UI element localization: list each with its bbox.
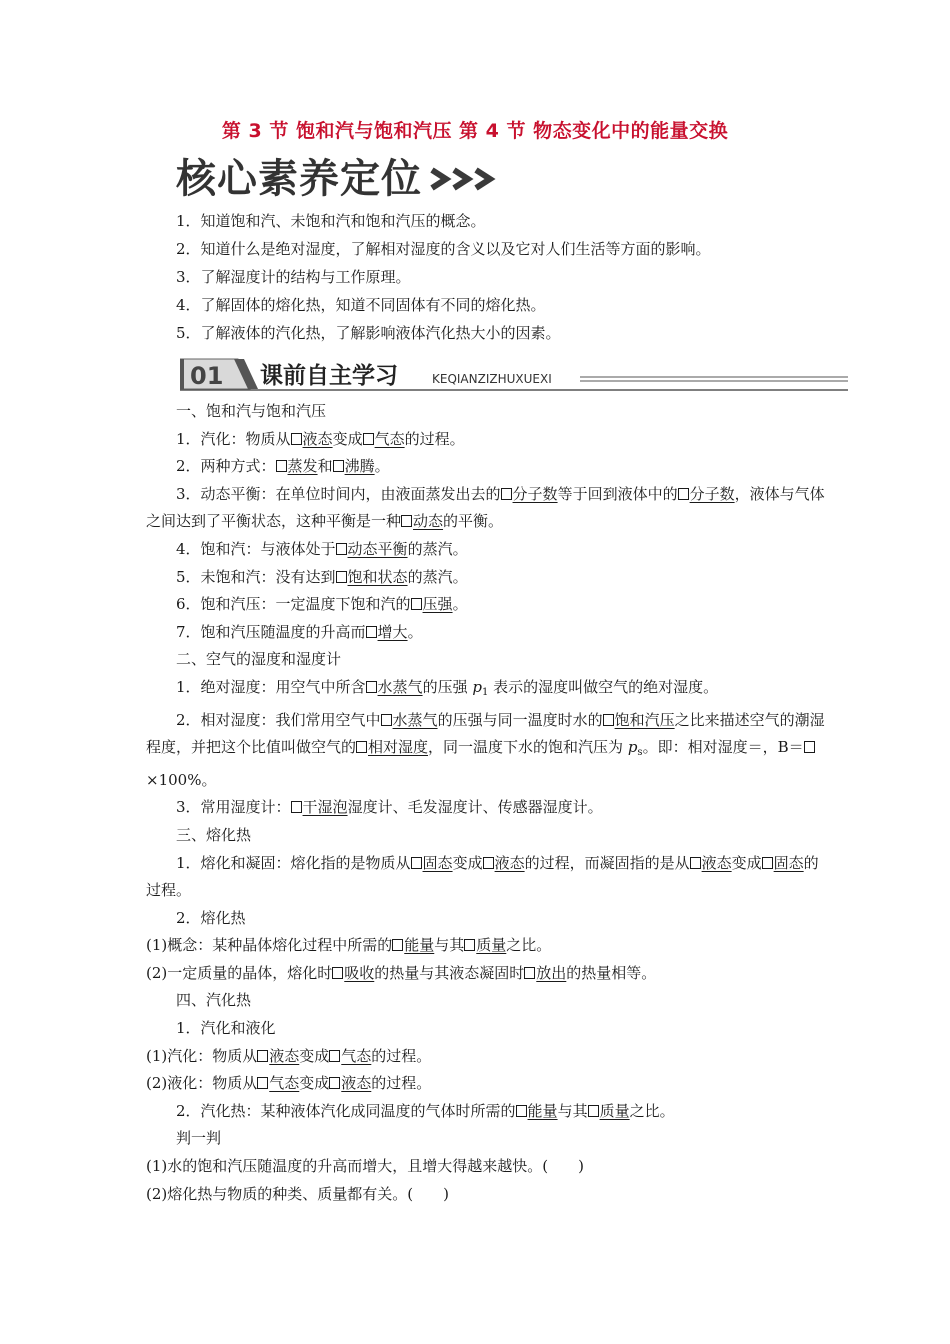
text-run: 2．两种方式： [176,457,276,476]
answer-text: 动态平衡 [347,539,408,558]
paragraph [146,674,826,707]
blank-box-icon [516,1105,527,1117]
blank-box-icon [678,488,689,500]
paragraph [146,850,826,905]
blank-box-icon [329,1050,340,1062]
blank-box-icon [381,714,392,726]
answer-text: 气态 [341,1046,372,1065]
text-run: 2．相对湿度：我们常用空气中 [176,710,381,729]
text-run: 湿度计、毛发湿度计、传感器湿度计。 [347,798,603,817]
text-run: 的蒸汽。 [407,567,468,586]
text-run: 的平衡。 [443,512,504,531]
text-run: 4．饱和汽：与液体处于 [176,539,336,558]
paragraph [146,794,826,822]
goal-item: 5．了解液体的汽化热，了解影响液体汽化热大小的因素。 [176,324,561,342]
blank-box-icon [276,460,287,472]
blank-box-icon [392,939,403,951]
text-run: 之比。 [506,936,552,955]
text-run: 的过程。 [146,853,819,900]
goal-item: 1．知道饱和汽、未饱和汽和饱和汽压的概念。 [176,212,486,230]
text-run: 之比。 [629,1101,675,1120]
paragraph [146,564,826,592]
blank-box-icon [464,939,475,951]
blank-box-icon [291,433,302,445]
text-run: 的过程，而凝固指的是从 [524,853,690,872]
answer-text: 增大 [377,622,408,641]
text-run: 与其 [557,1101,588,1120]
text-run: 变成 [731,853,762,872]
blank-box-icon [501,488,512,500]
text-run: 1．绝对湿度：用空气中所含 [176,677,366,696]
text-run: 变成 [299,1074,330,1093]
text-run: 。 [374,457,390,476]
blank-box-icon [257,1077,268,1089]
section-heading: 一、饱和汽与饱和汽压 [176,402,327,420]
answer-text: 液态 [341,1074,372,1093]
text-run: 5．未饱和汽：没有达到 [176,567,336,586]
answer-text: 动态 [413,512,444,531]
text-run: 的压强 [422,677,473,696]
text-run: 变成 [332,429,363,448]
answer-text: 液态 [269,1046,300,1065]
blank-box-icon [401,515,412,527]
blank-box-icon [333,460,344,472]
answer-text: 分子数 [512,484,558,503]
text-run: 之比来描述空气的潮湿程度，并把这个比值叫做空气的 [146,710,825,757]
goal-item: 2．知道什么是绝对湿度，了解相对湿度的含义以及它对人们生活等方面的影响。 [176,240,711,258]
text-run: 的过程。 [404,429,465,448]
text-run: 。 [452,595,468,614]
answer-text: 分子数 [689,484,735,503]
section-title: 课前自主学习 [260,363,398,389]
text-run: 6．饱和汽压：一定温度下饱和汽的 [176,595,411,614]
answer-text: 能量 [404,936,435,955]
blank-box-icon [257,1050,268,1062]
text-run: 。 [407,622,423,641]
goal-item: 4．了解固体的熔化热，知道不同固体有不同的熔化热。 [176,296,546,314]
answer-text: 饱和状态 [347,567,408,586]
text-run: 7．饱和汽压随温度的升高而 [176,622,366,641]
text-run: 。即：相对湿度＝，B＝ [642,738,804,757]
paragraph [146,1098,826,1126]
blank-box-icon [366,681,377,693]
judge-question: (2)熔化热与物质的种类、质量都有关。( ) [146,1184,449,1203]
paragraph [146,536,826,564]
answer-text: 气态 [374,429,405,448]
answer-text: 干湿泡 [302,798,348,817]
blank-box-icon [804,741,815,753]
text-run: ，同一温度下水的饱和汽压为 [428,738,628,757]
text-run: 和 [317,457,333,476]
paragraph [146,1043,826,1071]
judge-heading: 判一判 [176,1129,222,1148]
blank-box-icon [336,543,347,555]
blank-box-icon [329,1077,340,1089]
text-run: 的压强与同一温度时水的 [437,710,603,729]
paragraph [146,619,826,647]
blank-box-icon [762,857,773,869]
text-run: (1)概念：某种晶体熔化过程中所需的 [146,936,393,955]
answer-text: 质量 [476,936,507,955]
answer-text: 吸收 [344,963,375,982]
section-pinyin: KEQIANZIZHUXUEXI [432,372,552,386]
blank-box-icon [363,433,374,445]
answer-text: 气态 [269,1074,300,1093]
text-run: p [472,677,482,696]
answer-text: 蒸发 [287,457,318,476]
blank-box-icon [356,741,367,753]
answer-text: 相对湿度 [368,738,429,757]
blank-box-icon [603,714,614,726]
paragraph [146,591,826,619]
text-run: ×100%。 [146,770,217,789]
core-literacy-heading [176,154,500,204]
triple-chevron-icon [428,164,500,194]
blank-box-icon [483,857,494,869]
text-run: 的热量相等。 [566,963,657,982]
answer-text: 放出 [536,963,567,982]
text-run: 的过程。 [371,1046,432,1065]
core-literacy-heading-text: 核心素养定位 [176,156,422,202]
answer-text: 能量 [527,1101,558,1120]
text-run: (1)汽化：物质从 [146,1046,258,1065]
blank-box-icon [332,967,343,979]
judge-question: (1)水的饱和汽压随温度的升高而增大，且增大得越来越快。( ) [146,1157,584,1176]
text-run: 2．汽化热：某种液体汽化成同温度的气体时所需的 [176,1101,516,1120]
text-run: 的热量与其液态凝固时 [374,963,525,982]
answer-text: 液态 [302,429,333,448]
answer-text: 固态 [422,853,453,872]
text-run: 的过程。 [371,1074,432,1093]
text-run: ，液体与气体之间达到了平衡状态，这种平衡是一种 [146,484,825,531]
answer-text: 饱和汽压 [614,710,675,729]
text-run: 等于回到液体中的 [557,484,678,503]
text-run: 变成 [299,1046,330,1065]
blank-box-icon [291,801,302,813]
learning-goals-list [176,207,711,347]
paragraph [146,481,826,536]
text-run: s [637,747,643,759]
section-number: 01 [190,362,224,390]
blank-box-icon [588,1105,599,1117]
answer-text: 液态 [494,853,525,872]
blank-box-icon [524,967,535,979]
answer-text: 固态 [773,853,804,872]
answer-text: 液态 [701,853,732,872]
blank-box-icon [366,626,377,638]
paragraph [146,1070,826,1098]
paragraph [146,932,826,960]
text-run: (2)液化：物质从 [146,1074,258,1093]
answer-text: 沸腾 [344,457,375,476]
blank-box-icon [411,598,422,610]
blank-box-icon [336,571,347,583]
text-run: 表示的湿度叫做空气的绝对湿度。 [488,677,719,696]
text-run: (2)一定质量的晶体，熔化时 [146,963,333,982]
lesson-content [146,398,826,1208]
blank-box-icon [690,857,701,869]
section-heading: 二、空气的湿度和湿度计 [176,650,342,669]
paragraph [146,960,826,988]
section-banner [180,353,848,393]
answer-text: 水蒸气 [392,710,438,729]
answer-text: 压强 [422,595,453,614]
paragraph [146,426,826,454]
paragraph [146,707,826,795]
section-heading: 三、熔化热 [176,825,252,844]
text-run: 变成 [452,853,483,872]
paragraph [146,453,826,481]
text-run: 3．常用湿度计： [176,798,291,817]
answer-text: 水蒸气 [377,677,423,696]
section-heading: 四、汽化热 [176,991,252,1010]
text-run: 与其 [434,936,465,955]
goal-item: 3．了解湿度计的结构与工作原理。 [176,268,411,286]
paragraph: 1．汽化和液化 [176,1019,276,1038]
blank-box-icon [411,857,422,869]
text-run: p [627,738,638,757]
document-title: 第 3 节 饱和汽与饱和汽压 第 4 节 物态变化中的能量交换 [221,120,729,142]
text-run: 3．动态平衡：在单位时间内，由液面蒸发出去的 [176,484,501,503]
text-run: 1 [481,686,489,698]
paragraph: 2．熔化热 [176,908,246,927]
text-run: 的蒸汽。 [407,539,468,558]
text-run: 1．熔化和凝固：熔化指的是物质从 [176,853,411,872]
answer-text: 质量 [599,1101,630,1120]
text-run: 1．汽化：物质从 [176,429,291,448]
